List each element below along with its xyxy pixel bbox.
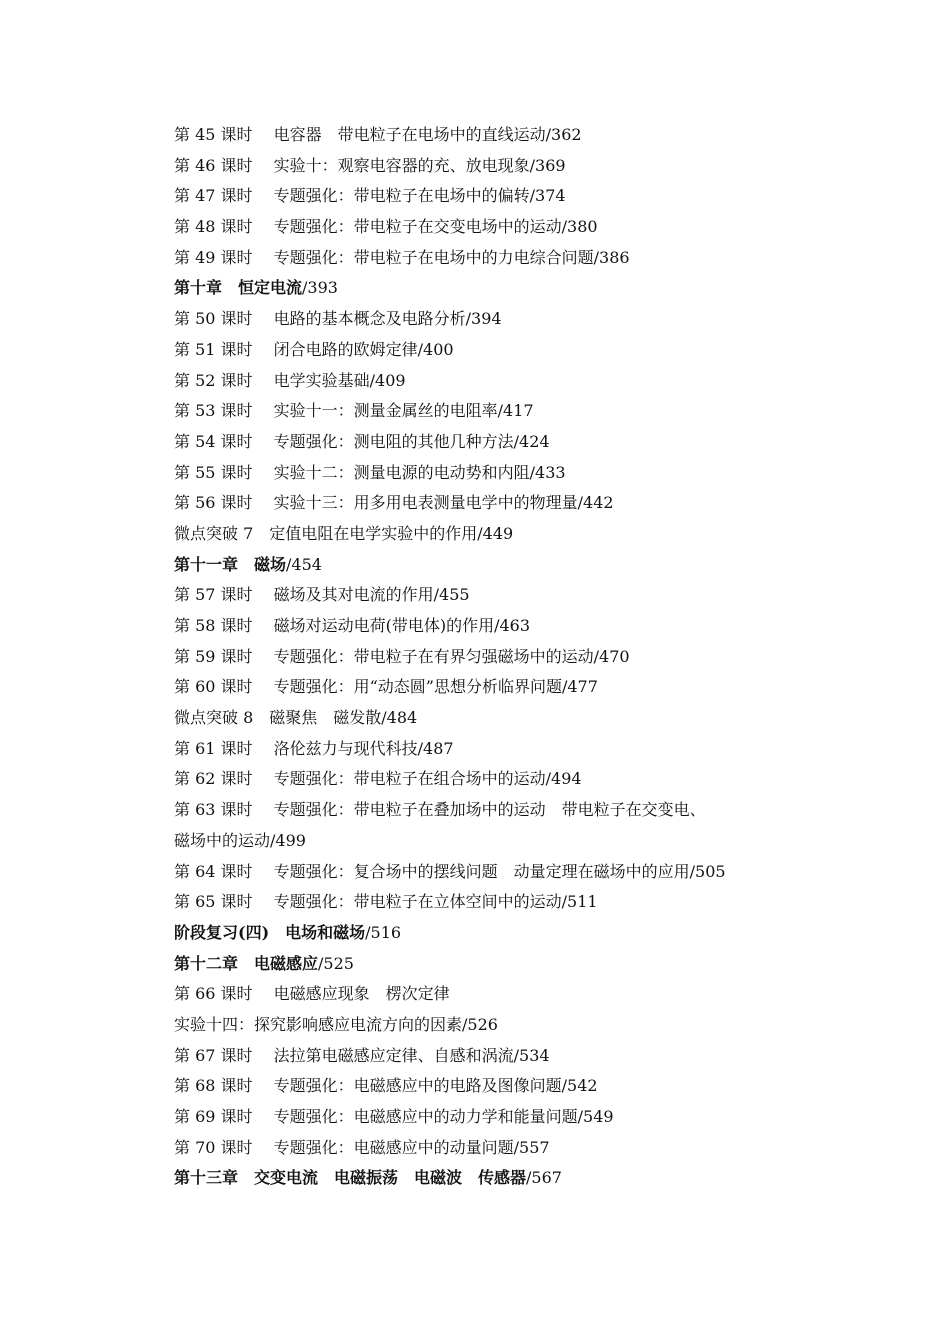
toc-entry-title: 第 65 课时 专题强化：带电粒子在立体空间中的运动 bbox=[174, 892, 562, 912]
toc-entry-title: 第 58 课时 磁场对运动电荷(带电体)的作用 bbox=[174, 616, 495, 635]
toc-entry-page: /409 bbox=[369, 370, 406, 390]
toc-entry-continuation bbox=[174, 826, 794, 857]
toc-chapter-title: 第十二章 电磁感应 bbox=[174, 953, 319, 973]
toc-entry-page: /567 bbox=[526, 1168, 562, 1188]
toc-entry bbox=[174, 243, 794, 274]
toc-entry-page: /386 bbox=[593, 247, 630, 267]
toc-entry bbox=[174, 979, 794, 1010]
toc-entry bbox=[174, 1102, 794, 1133]
toc-entry-page: /400 bbox=[417, 339, 454, 359]
toc-entry-title: 微点突破 7 定值电阻在电学实验中的作用 bbox=[174, 523, 478, 543]
toc-entry-page: /455 bbox=[433, 585, 470, 605]
toc-entry-title: 第 52 课时 电学实验基础 bbox=[174, 370, 370, 390]
toc-entry-page: /449 bbox=[477, 523, 514, 543]
toc-entry-page: /549 bbox=[577, 1107, 614, 1126]
toc-entry bbox=[174, 151, 794, 182]
toc-entry bbox=[174, 611, 794, 642]
toc-entry bbox=[174, 519, 794, 550]
toc-entry bbox=[174, 396, 794, 427]
toc-entry-page: /417 bbox=[497, 401, 534, 421]
toc-entry bbox=[174, 1133, 794, 1164]
toc-entry-page: /463 bbox=[494, 616, 531, 635]
toc-entry-title: 第 57 课时 磁场及其对电流的作用 bbox=[174, 585, 434, 605]
toc-entry-title: 磁场中的运动 bbox=[174, 830, 271, 850]
toc-entry-page: /542 bbox=[561, 1076, 598, 1096]
toc-entry-title: 第 55 课时 实验十二：测量电源的电动势和内阻 bbox=[174, 462, 530, 482]
toc-entry bbox=[174, 304, 794, 335]
toc-entry-title: 第 47 课时 专题强化：带电粒子在电场中的偏转 bbox=[174, 186, 530, 206]
toc-chapter-title: 第十三章 交变电流 电磁振荡 电磁波 传感器 bbox=[174, 1168, 527, 1188]
toc-entry-title: 第 67 课时 法拉第电磁感应定律、自感和涡流 bbox=[174, 1045, 514, 1065]
toc-entry-page: /362 bbox=[545, 125, 582, 144]
toc-entry-page: /511 bbox=[561, 892, 598, 912]
toc-entry-title: 第 50 课时 电路的基本概念及电路分析 bbox=[174, 309, 466, 329]
toc-entry-title: 第 51 课时 闭合电路的欧姆定律 bbox=[174, 339, 418, 359]
toc-entry-title: 第 54 课时 专题强化：测电阻的其他几种方法 bbox=[174, 431, 514, 451]
toc-entry-page: /374 bbox=[529, 186, 566, 206]
toc-chapter-heading bbox=[174, 949, 794, 980]
toc-entry-page: /499 bbox=[270, 830, 306, 850]
toc-entry-page: /516 bbox=[365, 922, 402, 942]
toc-entry-page: /525 bbox=[318, 953, 354, 973]
toc-entry bbox=[174, 427, 794, 458]
toc-entry-title: 第 70 课时 专题强化：电磁感应中的动量问题 bbox=[174, 1137, 514, 1157]
toc-entry bbox=[174, 1010, 794, 1041]
toc-entry-page: /526 bbox=[462, 1014, 498, 1034]
toc-entry-page: /454 bbox=[286, 554, 322, 574]
toc-entry-page: /557 bbox=[513, 1137, 550, 1157]
toc-entry bbox=[174, 212, 794, 243]
toc-entry-title: 实验十四：探究影响感应电流方向的因素 bbox=[174, 1014, 463, 1034]
toc-entry bbox=[174, 488, 794, 519]
toc-entry bbox=[174, 181, 794, 212]
toc-entry bbox=[174, 1041, 794, 1072]
toc-entry-title: 第 63 课时 专题强化：带电粒子在叠加场中的运动 带电粒子在交变电、 bbox=[174, 800, 706, 820]
toc-entry bbox=[174, 887, 794, 918]
toc-entry bbox=[174, 672, 794, 703]
toc-entry-title: 第 62 课时 专题强化：带电粒子在组合场中的运动 bbox=[174, 769, 546, 789]
toc-chapter-heading bbox=[174, 918, 794, 949]
toc-entry-page: /505 bbox=[689, 861, 726, 881]
toc-entry-page: /477 bbox=[561, 677, 598, 697]
toc-entry-page: /484 bbox=[381, 708, 418, 728]
toc-entry-page: /442 bbox=[577, 493, 614, 513]
toc-chapter-heading bbox=[174, 273, 794, 304]
toc-entry-page: /470 bbox=[593, 646, 630, 666]
toc-entry bbox=[174, 580, 794, 611]
toc-entry-page: /534 bbox=[513, 1045, 550, 1065]
toc-entry bbox=[174, 458, 794, 489]
toc-entry-title: 第 61 课时 洛伦兹力与现代科技 bbox=[174, 738, 418, 758]
toc-entry bbox=[174, 795, 794, 826]
toc-entry bbox=[174, 734, 794, 765]
toc-entry bbox=[174, 642, 794, 673]
toc-entry-title: 第 64 课时 专题强化：复合场中的摆线问题 动量定理在磁场中的应用 bbox=[174, 861, 690, 881]
toc-chapter-heading bbox=[174, 1163, 794, 1194]
toc-entry-title: 第 46 课时 实验十：观察电容器的充、放电现象 bbox=[174, 155, 530, 175]
toc-chapter-title: 阶段复习(四) 电场和磁场 bbox=[174, 922, 366, 942]
toc-entry bbox=[174, 335, 794, 366]
toc-entry-title: 第 56 课时 实验十三：用多用电表测量电学中的物理量 bbox=[174, 493, 578, 513]
toc-entry-title: 第 60 课时 专题强化：用“动态圆”思想分析临界问题 bbox=[174, 677, 562, 697]
toc-entry-title: 第 69 课时 专题强化：电磁感应中的动力学和能量问题 bbox=[174, 1107, 578, 1126]
toc-entry bbox=[174, 366, 794, 397]
toc-entry-page: /424 bbox=[513, 431, 550, 451]
toc-chapter-title: 第十一章 磁场 bbox=[174, 554, 287, 574]
toc-entry bbox=[174, 120, 794, 151]
toc-entry-title: 第 49 课时 专题强化：带电粒子在电场中的力电综合问题 bbox=[174, 247, 594, 267]
toc-entry-title: 第 59 课时 专题强化：带电粒子在有界匀强磁场中的运动 bbox=[174, 646, 594, 666]
toc-entry-title: 第 45 课时 电容器 带电粒子在电场中的直线运动 bbox=[174, 125, 546, 144]
toc-chapter-title: 第十章 恒定电流 bbox=[174, 278, 303, 298]
toc-entry-page: /369 bbox=[529, 155, 566, 175]
toc-entry-page: /393 bbox=[302, 278, 338, 298]
toc-entry-page: /433 bbox=[529, 462, 566, 482]
toc-entry-title: 微点突破 8 磁聚焦 磁发散 bbox=[174, 708, 382, 728]
toc-entry bbox=[174, 703, 794, 734]
toc-entry bbox=[174, 857, 794, 888]
toc-entry-page: /487 bbox=[417, 738, 454, 758]
table-of-contents bbox=[174, 120, 794, 1194]
toc-entry-page: /394 bbox=[465, 309, 502, 329]
toc-entry-page: /380 bbox=[561, 217, 598, 237]
toc-entry-title: 第 48 课时 专题强化：带电粒子在交变电场中的运动 bbox=[174, 217, 562, 237]
toc-chapter-heading bbox=[174, 550, 794, 581]
toc-entry-title: 第 68 课时 专题强化：电磁感应中的电路及图像问题 bbox=[174, 1076, 562, 1096]
toc-entry bbox=[174, 1071, 794, 1102]
toc-entry-title: 第 66 课时 电磁感应现象 楞次定律 bbox=[174, 984, 450, 1004]
toc-entry-page: /494 bbox=[545, 769, 582, 789]
toc-entry-title: 第 53 课时 实验十一：测量金属丝的电阻率 bbox=[174, 401, 498, 421]
toc-entry bbox=[174, 764, 794, 795]
